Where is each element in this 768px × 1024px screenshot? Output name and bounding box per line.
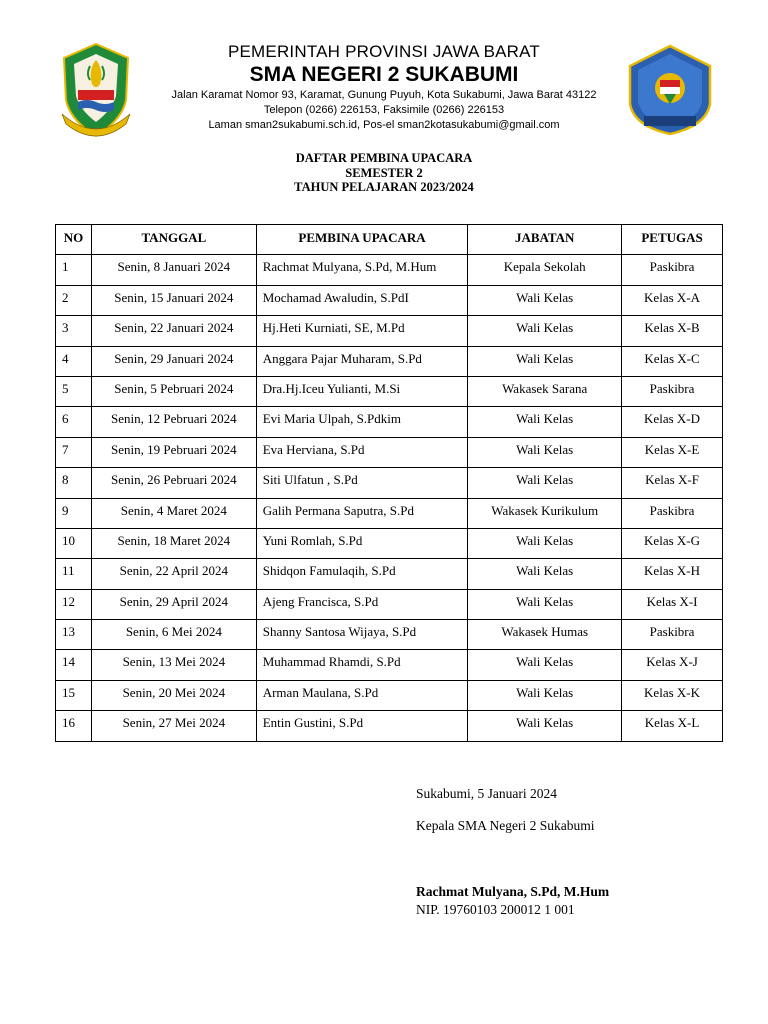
cell-no: 3	[56, 316, 92, 346]
cell-date: Senin, 27 Mei 2024	[91, 711, 256, 741]
cell-no: 5	[56, 376, 92, 406]
table-header-row	[56, 225, 723, 255]
cell-date: Senin, 20 Mei 2024	[91, 680, 256, 710]
cell-date: Senin, 5 Pebruari 2024	[91, 376, 256, 406]
cell-duty: Kelas X-G	[622, 528, 723, 558]
cell-duty: Kelas X-K	[622, 680, 723, 710]
cell-no: 11	[56, 559, 92, 589]
cell-no: 14	[56, 650, 92, 680]
table-row	[56, 255, 723, 285]
cell-position: Wali Kelas	[468, 680, 622, 710]
cell-date: Senin, 26 Pebruari 2024	[91, 468, 256, 498]
table-row	[56, 650, 723, 680]
title-line-3: TAHUN PELAJARAN 2023/2024	[294, 180, 474, 194]
cell-supervisor: Galih Permana Saputra, S.Pd	[256, 498, 468, 528]
cell-duty: Paskibra	[622, 376, 723, 406]
cell-position: Kepala Sekolah	[468, 255, 622, 285]
table-row	[56, 620, 723, 650]
cell-no: 13	[56, 620, 92, 650]
cell-date: Senin, 6 Mei 2024	[91, 620, 256, 650]
cell-position: Wakasek Kurikulum	[468, 498, 622, 528]
cell-duty: Paskibra	[622, 498, 723, 528]
cell-no: 8	[56, 468, 92, 498]
cell-date: Senin, 13 Mei 2024	[91, 650, 256, 680]
table-row	[56, 346, 723, 376]
letterhead	[140, 42, 628, 133]
cell-date: Senin, 29 Januari 2024	[91, 346, 256, 376]
cell-supervisor: Shidqon Famulaqih, S.Pd	[256, 559, 468, 589]
cell-supervisor: Arman Maulana, S.Pd	[256, 680, 468, 710]
cell-duty: Paskibra	[622, 620, 723, 650]
cell-position: Wakasek Humas	[468, 620, 622, 650]
cell-position: Wali Kelas	[468, 407, 622, 437]
header-position: JABATAN	[468, 225, 622, 255]
cell-position: Wali Kelas	[468, 285, 622, 315]
signature-nip: NIP. 19760103 200012 1 001	[416, 902, 575, 917]
table-row	[56, 498, 723, 528]
cell-date: Senin, 29 April 2024	[91, 589, 256, 619]
header-supervisor: PEMBINA UPACARA	[256, 225, 468, 255]
cell-date: Senin, 8 Januari 2024	[91, 255, 256, 285]
cell-supervisor: Mochamad Awaludin, S.PdI	[256, 285, 468, 315]
cell-date: Senin, 22 April 2024	[91, 559, 256, 589]
cell-duty: Kelas X-C	[622, 346, 723, 376]
table-row	[56, 285, 723, 315]
title-line-2: SEMESTER 2	[345, 165, 423, 180]
header-no: NO	[56, 225, 92, 255]
cell-no: 10	[56, 528, 92, 558]
cell-duty: Kelas X-L	[622, 711, 723, 741]
cell-duty: Kelas X-J	[622, 650, 723, 680]
cell-position: Wali Kelas	[468, 346, 622, 376]
ceremony-supervisor-table	[55, 224, 723, 742]
cell-position: Wali Kelas	[468, 437, 622, 467]
table-row	[56, 528, 723, 558]
cell-supervisor: Entin Gustini, S.Pd	[256, 711, 468, 741]
title-line-1: DAFTAR PEMBINA UPACARA	[295, 151, 473, 165]
cell-position: Wali Kelas	[468, 711, 622, 741]
header-date: TANGGAL	[91, 225, 256, 255]
cell-no: 6	[56, 407, 92, 437]
cell-supervisor: Evi Maria Ulpah, S.Pdkim	[256, 407, 468, 437]
cell-position: Wali Kelas	[468, 528, 622, 558]
table-row	[56, 680, 723, 710]
cell-supervisor: Anggara Pajar Muharam, S.Pd	[256, 346, 468, 376]
cell-position: Wali Kelas	[468, 468, 622, 498]
cell-duty: Paskibra	[622, 255, 723, 285]
school-web-email: Laman sman2sukabumi.sch.id, Pos-el sman2kotasukabumi@gmail.com	[208, 119, 560, 131]
school-phone: Telepon (0266) 226153, Faksimile (0266) 226153	[263, 104, 505, 116]
table-row	[56, 589, 723, 619]
cell-duty: Kelas X-E	[622, 437, 723, 467]
signature-place-date: Sukabumi, 5 Januari 2024	[416, 786, 557, 801]
government-name: PEMERINTAH PROVINSI JAWA BARAT	[227, 42, 541, 61]
cell-position: Wali Kelas	[468, 589, 622, 619]
cell-supervisor: Yuni Romlah, S.Pd	[256, 528, 468, 558]
cell-no: 9	[56, 498, 92, 528]
table-row	[56, 711, 723, 741]
cell-duty: Kelas X-I	[622, 589, 723, 619]
cell-no: 2	[56, 285, 92, 315]
cell-supervisor: Rachmat Mulyana, S.Pd, M.Hum	[256, 255, 468, 285]
cell-supervisor: Ajeng Francisca, S.Pd	[256, 589, 468, 619]
table-row	[56, 316, 723, 346]
cell-no: 7	[56, 437, 92, 467]
west-java-emblem-logo	[56, 40, 136, 140]
cell-date: Senin, 15 Januari 2024	[91, 285, 256, 315]
document-title	[0, 151, 768, 195]
cell-no: 1	[56, 255, 92, 285]
cell-date: Senin, 4 Maret 2024	[91, 498, 256, 528]
school-address: Jalan Karamat Nomor 93, Karamat, Gunung Puyuh, Kota Sukabumi, Jawa Barat 43122	[171, 89, 597, 101]
cell-duty: Kelas X-D	[622, 407, 723, 437]
cell-date: Senin, 19 Pebruari 2024	[91, 437, 256, 467]
cell-duty: Kelas X-H	[622, 559, 723, 589]
table-row	[56, 407, 723, 437]
signature-name: Rachmat Mulyana, S.Pd, M.Hum	[416, 884, 610, 899]
cell-position: Wakasek Sarana	[468, 376, 622, 406]
cell-no: 16	[56, 711, 92, 741]
cell-no: 15	[56, 680, 92, 710]
cell-date: Senin, 18 Maret 2024	[91, 528, 256, 558]
cell-duty: Kelas X-F	[622, 468, 723, 498]
cell-no: 4	[56, 346, 92, 376]
cell-position: Wali Kelas	[468, 559, 622, 589]
cell-supervisor: Hj.Heti Kurniati, SE, M.Pd	[256, 316, 468, 346]
cell-duty: Kelas X-B	[622, 316, 723, 346]
cell-date: Senin, 22 Januari 2024	[91, 316, 256, 346]
table-row	[56, 437, 723, 467]
school-name: SMA NEGERI 2 SUKABUMI	[249, 63, 519, 86]
table-body	[56, 255, 723, 741]
sma2-sukabumi-logo	[624, 44, 716, 136]
table-row	[56, 376, 723, 406]
cell-duty: Kelas X-A	[622, 285, 723, 315]
table-row	[56, 468, 723, 498]
cell-supervisor: Siti Ulfatun , S.Pd	[256, 468, 468, 498]
signature-position: Kepala SMA Negeri 2 Sukabumi	[416, 818, 595, 833]
table-row	[56, 559, 723, 589]
cell-supervisor: Shanny Santosa Wijaya, S.Pd	[256, 620, 468, 650]
cell-position: Wali Kelas	[468, 650, 622, 680]
cell-supervisor: Eva Herviana, S.Pd	[256, 437, 468, 467]
header-duty: PETUGAS	[622, 225, 723, 255]
cell-no: 12	[56, 589, 92, 619]
cell-date: Senin, 12 Pebruari 2024	[91, 407, 256, 437]
cell-supervisor: Muhammad Rhamdi, S.Pd	[256, 650, 468, 680]
cell-position: Wali Kelas	[468, 316, 622, 346]
cell-supervisor: Dra.Hj.Iceu Yulianti, M.Si	[256, 376, 468, 406]
